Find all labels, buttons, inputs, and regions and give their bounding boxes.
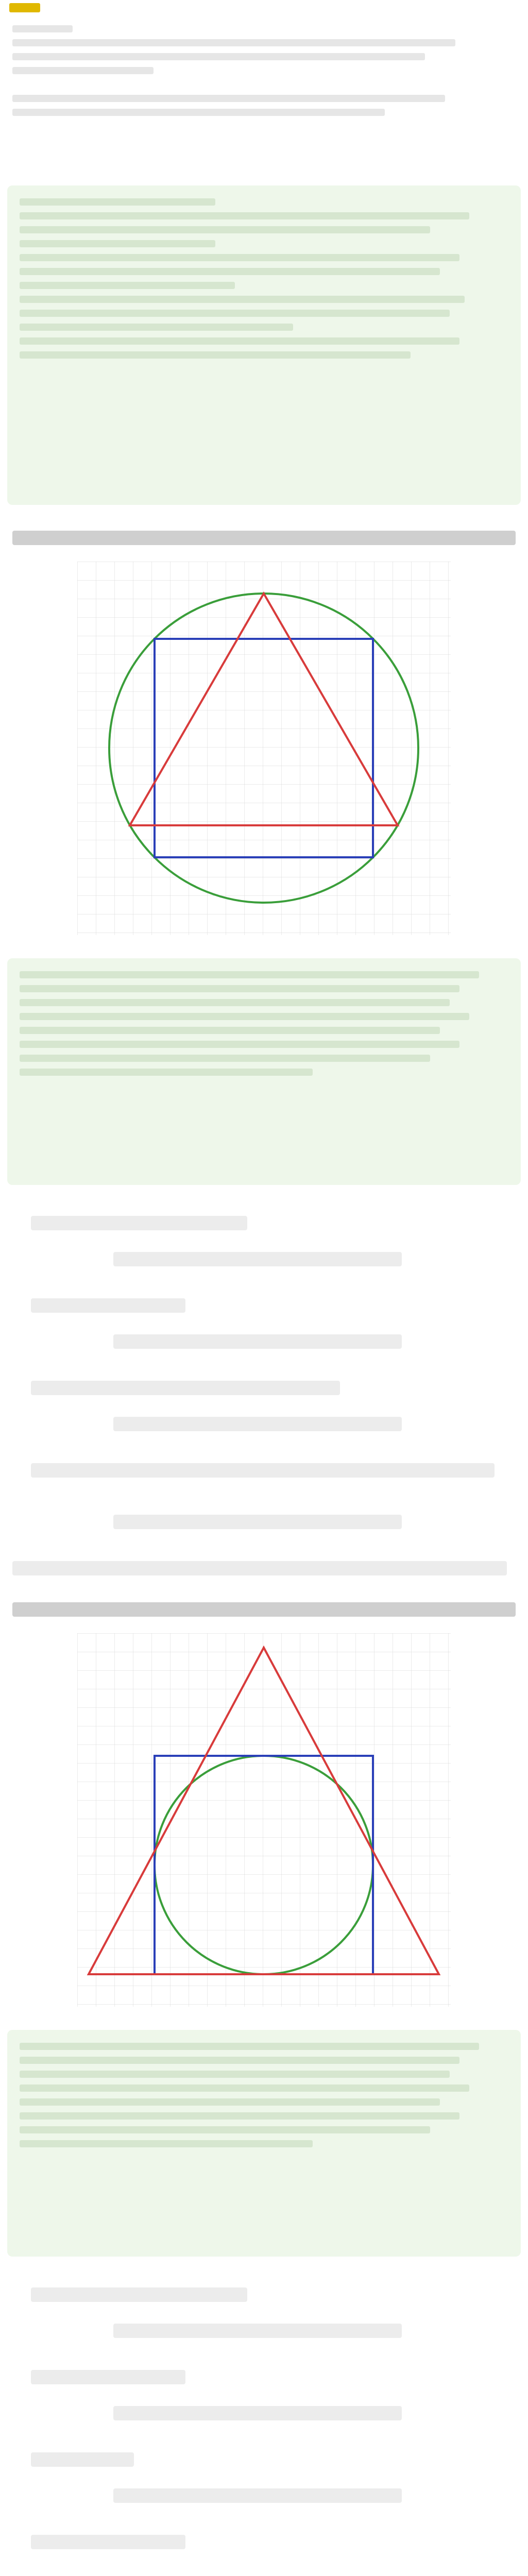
- formula-b-3: [113, 2488, 402, 2503]
- formula-a-1: [113, 1252, 402, 1266]
- formula-b-2: [113, 2406, 402, 2420]
- explanation-b-card: [7, 2030, 521, 2257]
- given-block: [12, 19, 516, 123]
- step-b-1: [31, 2287, 247, 2302]
- step-b-2: [31, 2370, 185, 2384]
- formula-a-3: [113, 1417, 402, 1431]
- step-a-4: [31, 1463, 495, 1478]
- conclusion-a: [12, 1561, 507, 1575]
- formula-b-1: [113, 2324, 402, 2338]
- formula-a-2: [113, 1334, 402, 1349]
- step-b-3: [31, 2452, 134, 2467]
- part-b-heading: [12, 1602, 516, 1617]
- step-b-4: [31, 2535, 185, 2549]
- explanation-a-card: [7, 958, 521, 1185]
- step-a-3: [31, 1381, 340, 1395]
- page-sticker: [9, 3, 40, 12]
- part-a-heading: [12, 531, 516, 545]
- part-a-figure: [77, 562, 451, 935]
- step-a-1: [31, 1216, 247, 1230]
- part-b-figure: [77, 1633, 451, 2007]
- formula-a-4: [113, 1515, 402, 1529]
- step-a-2: [31, 1298, 185, 1313]
- plan-card: [7, 185, 521, 505]
